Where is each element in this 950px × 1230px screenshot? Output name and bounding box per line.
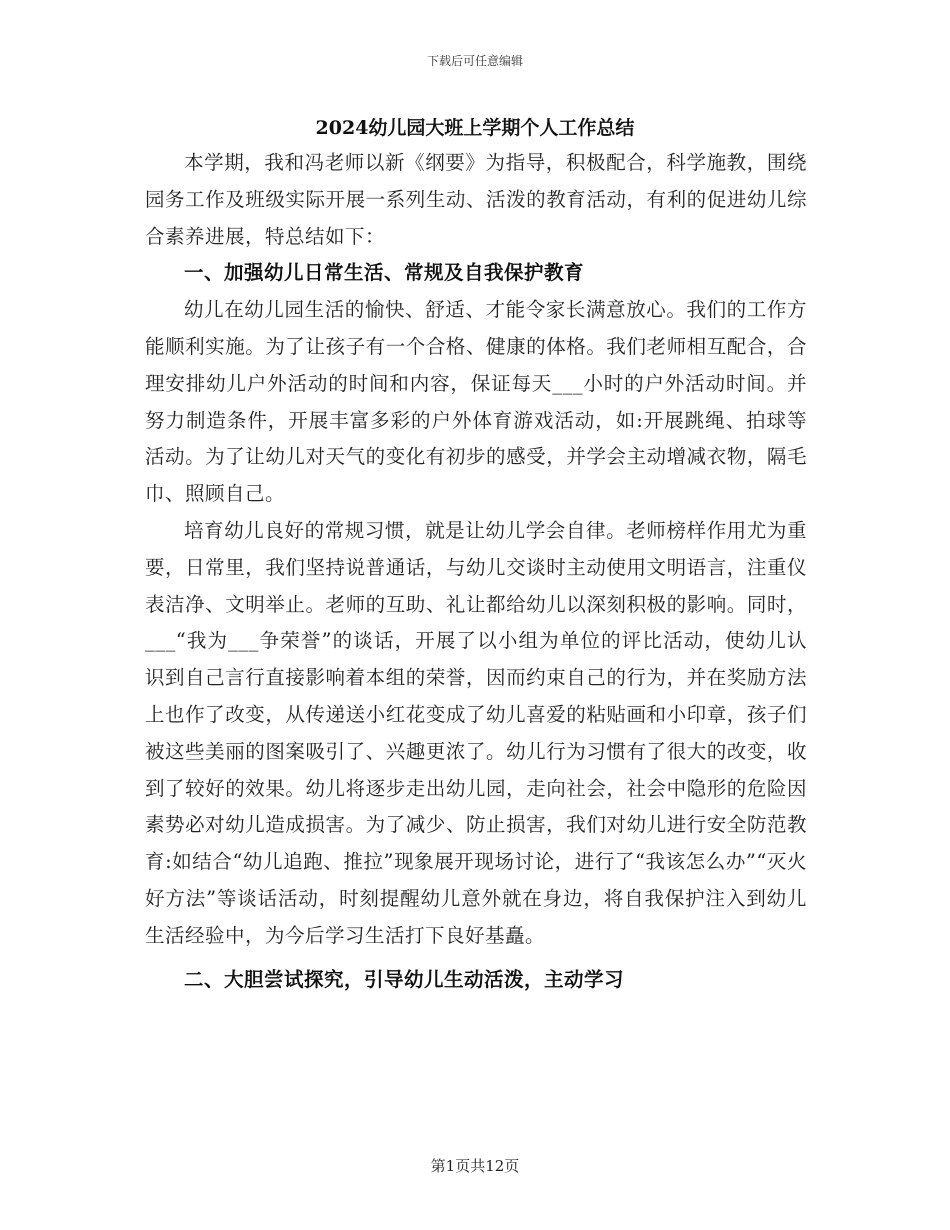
intro-paragraph: 本学期，我和冯老师以新《纲要》为指导，积极配合，科学施教，围绕园务工作及班级实际开展一系列生动、活泼的教育活动，有利的促进幼儿综合素养进展，特总结如下：	[145, 151, 807, 248]
document-body	[145, 145, 807, 998]
header-note: 下载后可任意编辑	[426, 54, 523, 68]
section-2-heading: 二、大胆尝试探究，引导幼儿生动活泼，主动学习	[184, 967, 625, 991]
section-1-paragraph-1: 幼儿在幼儿园生活的愉快、舒适、才能令家长满意放心。我们的工作方能顺利实施。为了让孩子有一个合格、健康的体格。我们老师相互配合，合理安排幼儿户外活动的时间和内容，保证每天___小时的户外活动时间。并努力制造条件，开展丰富多彩的户外体育游戏活动，如:开展跳绳、拍球等活动。为了让幼儿对天气的变化有初步的感受，并学会主动增减衣物，隔毛巾、照顾自己。	[145, 298, 807, 506]
section-1-heading: 一、加强幼儿日常生活、常规及自我保护教育	[184, 261, 585, 285]
page-footer: 第1页共12页	[430, 1157, 520, 1175]
document-title: 2024幼儿园大班上学期个人工作总结	[315, 117, 635, 139]
section-1-paragraph-2: 培育幼儿良好的常规习惯，就是让幼儿学会自律。老师榜样作用尤为重要，日常里，我们坚持说普通话，与幼儿交谈时主动使用文明语言，注重仪表洁净、文明举止。老师的互助、礼让都给幼儿以深刻积极的影响。同时，___“我为___争荣誉”的谈话，开展了以小组为单位的评比活动，使幼儿认识到自己言行直接影响着本组的荣誉，因而约束自己的行为，并在奖励方法上也作了改变，从传递送小红花变成了幼儿喜爱的粘贴画和小印章，孩子们被这些美丽的图案吸引了、兴趣更浓了。幼儿行为习惯有了很大的改变，收到了较好的效果。幼儿将逐步走出幼儿园，走向社会，社会中隐形的危险因素势必对幼儿造成损害。为了减少、防止损害，我们对幼儿进行安全防范教育:如结合“幼儿追跑、推拉”现象展开现场讨论，进行了“我该怎么办”“灭火好方法”等谈话活动，时刻提醒幼儿意外就在身边，将自我保护注入到幼儿生活经验中，为今后学习生活打下良好基矗。	[145, 518, 807, 947]
